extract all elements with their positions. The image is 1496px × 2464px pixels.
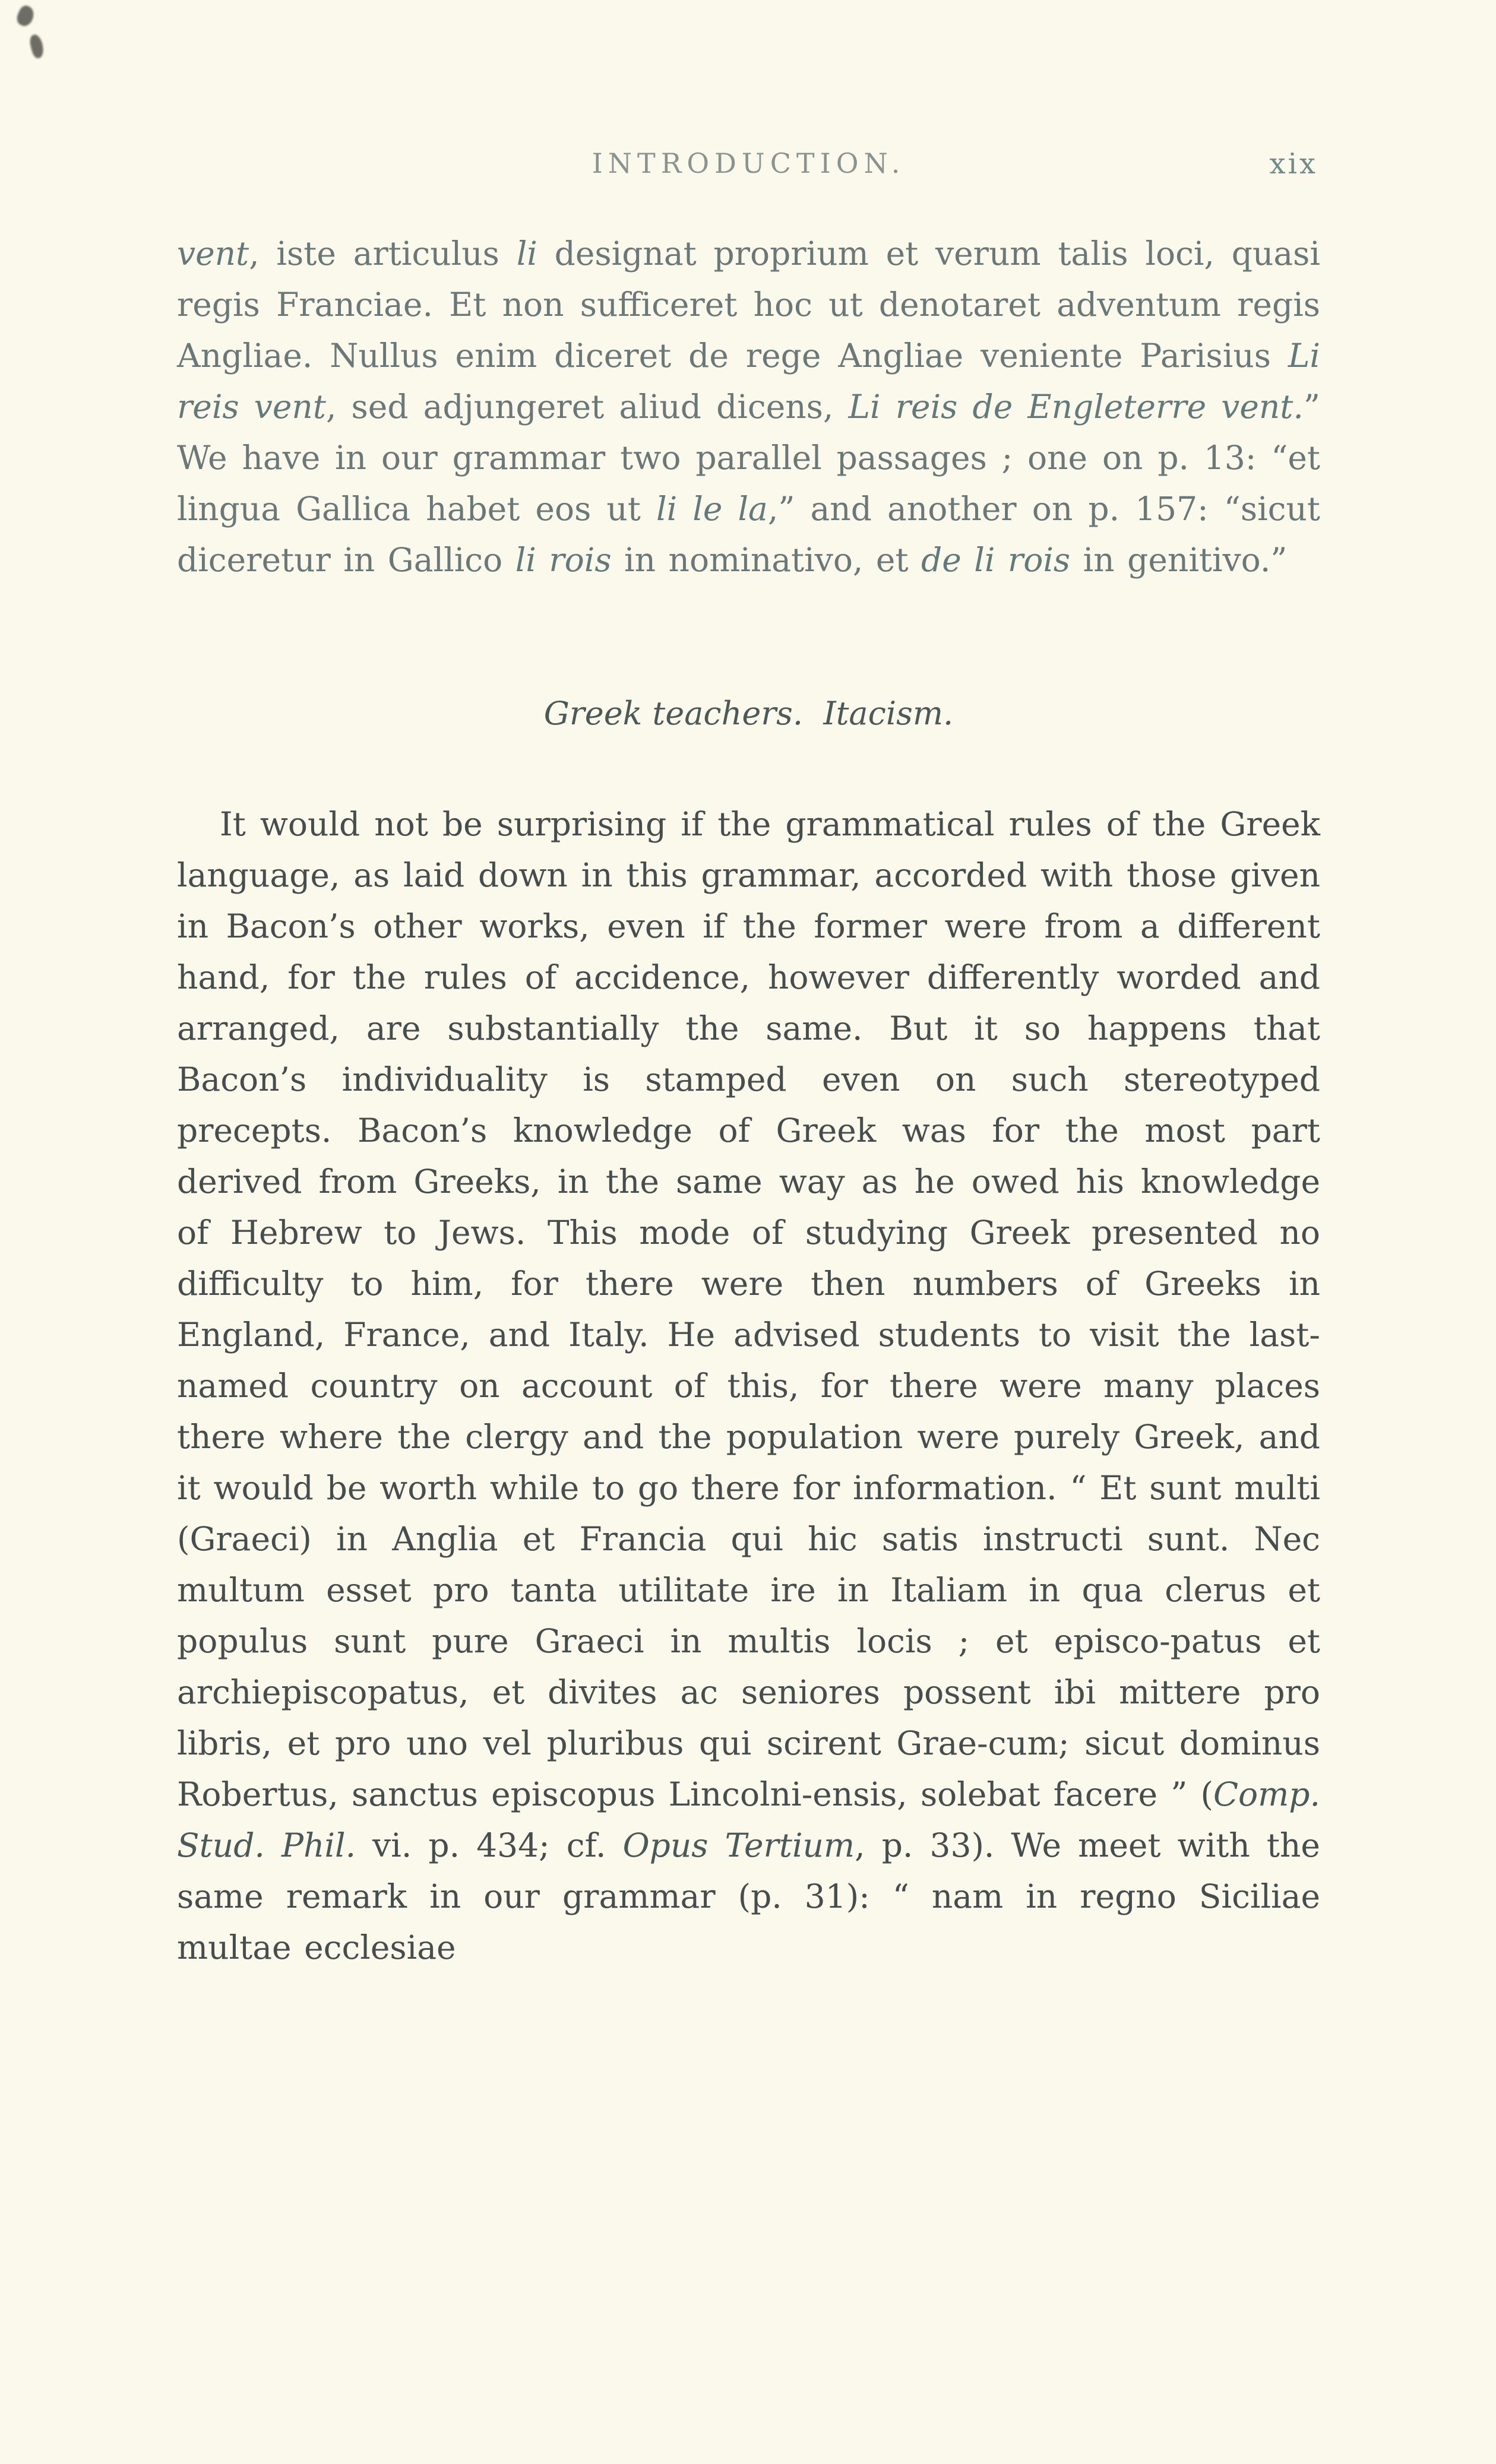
paragraph-main: It would not be surprising if the grammatical rules of the Greek language, as laid down in this grammar, accorded with those given in Bacon’s other works, even if the former were from a different hand, for the rules of accidence, however differently worded and arranged, are substantially the same. But it so happens that Bacon’s individuality is stamped even on such stereotyped precepts. Bacon’s knowledge of Greek was for the most part derived from Greeks, in the same way as he owed his knowledge of Hebrew to Jews. This mode of studying Greek presented no difficulty to him, for there were then numbers of Greeks in England, France, and Italy. He advised students to visit the last-named country on account of this, for there were many places there where the clergy and the population were purely Greek, and it would be worth while to go there for information. “ Et sunt multi (Graeci) in Anglia et Francia qui hic satis instructi sunt. Nec multum esset pro tanta utilitate ire in Italiam in qua clerus et populus sunt pure Graeci in multis locis ; et episco-patus et archiepiscopatus, et divites ac seniores possent ibi mittere pro libris, et pro uno vel pluribus qui scirent Grae-cum; sicut dominus Robertus, sanctus episcopus Lincolni-ensis, solebat facere ” (Comp. Stud. Phil. vi. p. 434; cf. Opus Tertium, p. 33). We meet with the same remark in our grammar (p. 31): “ nam in regno Siciliae multae ecclesiae: [177, 805, 1320, 1966]
scan-speck-icon: [14, 4, 37, 28]
paragraph-continued: vent, iste articulus li designat proprium et verum talis loci, quasi regis Franciae. Et non sufficeret hoc ut denotaret adventum regis Angliae. Nullus enim diceret de rege Angliae veniente Parisius Li reis vent, sed adjungeret aliud dicens, Li reis de Engleterre vent.” We have in our grammar two parallel passages ; one on p. 13: “et lingua Gallica habet eos ut li le la,” and another on p. 157: “sicut diceretur in Gallico li rois in nominativo, et de li rois in genitivo.”: [177, 235, 1321, 579]
scan-speck-icon: [28, 33, 46, 59]
page-header: [177, 147, 1320, 185]
running-title: INTRODUCTION.: [592, 147, 906, 179]
section-heading: Greek teachers. Itacism.: [543, 695, 954, 732]
page-number: xix: [1269, 147, 1318, 180]
text-column: [177, 147, 1320, 1973]
